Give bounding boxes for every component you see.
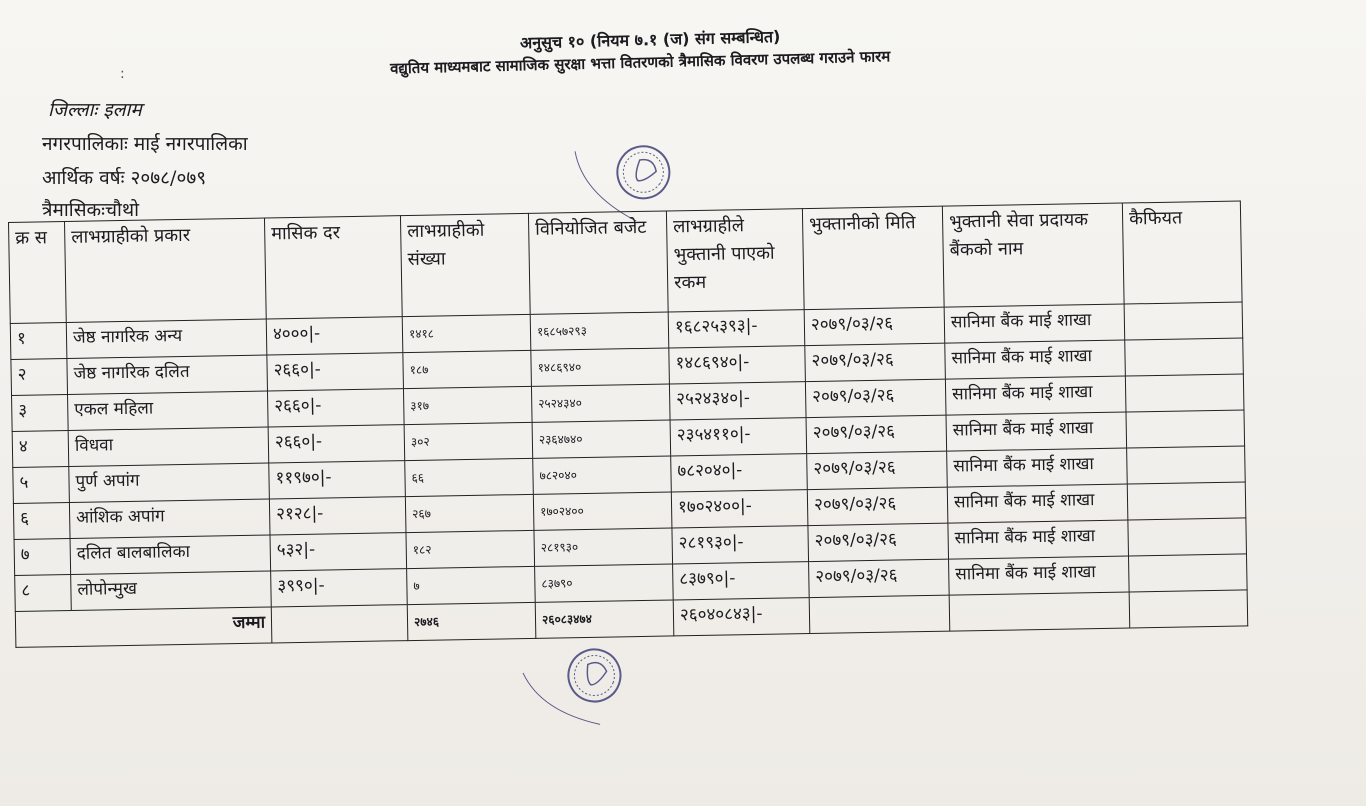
cell-beneficiary-type: लोपोन्मुख [71,571,272,610]
cell-payment-date: २०७९/०३/२६ [807,451,948,489]
quarter-label: त्रैमासिकःचौथो [42,199,140,221]
fiscal-year-label: आर्थिक वर्षः २०७८/०७९ [42,167,207,189]
cell-monthly-rate: २१२८|- [269,497,406,535]
header-beneficiary-count: लाभग्राहीको संख्या [400,213,530,316]
cell-allocated-budget: १७०२४०० [533,492,672,530]
cell-allocated-budget: २८१९३० [534,528,673,566]
total-empty-rate [271,605,408,643]
cell-monthly-rate: २६६०|- [268,425,405,463]
cell-payment-date: २०७९/०३/२६ [807,487,948,525]
total-budget: २६०८३४७४ [535,600,674,638]
cell-serial: ५ [13,466,70,503]
cell-serial: ८ [15,574,72,611]
header-line-1: अनुसुच १० (नियम ७.१ (ज) संग सम्बन्धित) [519,27,781,53]
benefit-table-wrapper [8,200,1248,647]
cell-monthly-rate: ३९९०|- [271,569,408,607]
cell-serial: १ [10,322,67,359]
cell-serial: ६ [13,502,70,539]
cell-remarks [1126,410,1245,448]
cell-serial: ७ [14,538,71,575]
cell-remarks [1125,338,1244,376]
header-line-2: वद्युतिय माध्यमबाट सामाजिक सुरक्षा भत्ता वितरणको त्रैमासिक विवरण उपलब्ध गराउने फारम [389,47,891,78]
header-payment-date: भुक्तानीको मिति [802,206,944,309]
cell-monthly-rate: २६६०|- [267,353,404,391]
cell-paid-amount: १४८६९४०|- [669,346,806,384]
cell-beneficiary-type: विधवा [68,427,269,466]
cell-beneficiary-type: जेष्ठ नागरिक दलित [67,355,268,394]
cell-bank-name: सानिमा बैंक माई शाखा [948,520,1129,559]
total-label: जम्मा [15,607,272,647]
cell-serial: ४ [12,430,69,467]
cell-payment-date: २०७९/०३/२६ [808,523,949,561]
cell-beneficiary-type: एकल महिला [68,391,269,430]
cell-remarks [1127,482,1246,520]
district-label: जिल्लाः इलाम [48,99,142,121]
cell-remarks [1128,554,1247,592]
header-allocated-budget: विनियोजित बजेट [528,211,668,314]
cell-bank-name: सानिमा बैंक माई शाखा [945,340,1126,379]
cell-remarks [1125,374,1244,412]
cell-bank-name: सानिमा बैंक माई शाखा [946,412,1127,451]
cell-payment-date: २०७९/०३/२६ [804,307,945,345]
cell-serial: २ [11,358,68,395]
cell-allocated-budget: ८३७९० [535,564,674,602]
cell-beneficiary-count: ३०२ [404,422,533,460]
cell-monthly-rate: २६६०|- [267,389,404,427]
cell-beneficiary-type: जेष्ठ नागरिक अन्य [66,319,267,358]
cell-beneficiary-count: ६६ [405,458,534,496]
cell-beneficiary-type: पुर्ण अपांग [69,463,270,502]
cell-remarks [1128,518,1247,556]
cell-paid-amount: २३५४११०|- [670,418,807,456]
cell-monthly-rate: ५३२|- [270,533,407,571]
cell-beneficiary-count: ३१७ [403,386,532,424]
cell-allocated-budget: १४८६९४० [531,348,670,386]
cell-payment-date: २०७९/०३/२६ [809,559,950,597]
total-empty-date [809,595,950,633]
cell-beneficiary-type: दलित बालबालिका [70,535,271,574]
cell-allocated-budget: ७८२०४० [533,456,672,494]
header-serial: क्र स [9,222,67,324]
cell-allocated-budget: २३६४७४० [532,420,671,458]
cell-paid-amount: १७०२४००|- [671,490,808,528]
cell-beneficiary-type: आंशिक अपांग [69,499,270,538]
cell-allocated-budget: १६८५७२९३ [530,312,669,350]
total-paid: २६०४०८४३|- [673,598,810,636]
cell-payment-date: २०७९/०३/२६ [805,343,946,381]
cell-bank-name: सानिमा बैंक माई शाखा [945,376,1126,415]
header-bank-name: भुक्तानी सेवा प्रदायक बैंकको नाम [942,203,1124,307]
cell-bank-name: सानिमा बैंक माई शाखा [947,484,1128,523]
header-remarks: कैफियत [1122,201,1242,304]
cell-paid-amount: ८३७९०|- [673,562,810,600]
cell-bank-name: सानिमा बैंक माई शाखा [947,448,1128,487]
cell-beneficiary-count: ७ [407,566,536,604]
header-beneficiary-type: लाभग्राहीको प्रकार [65,218,267,322]
cell-monthly-rate: ४०००|- [266,317,403,355]
cell-payment-date: २०७९/०३/२६ [806,415,947,453]
cell-beneficiary-count: १८७ [403,350,532,388]
cell-beneficiary-count: २६७ [405,494,534,532]
cell-paid-amount: १६८२५३९३|- [668,310,805,348]
benefit-distribution-table [8,200,1248,647]
cell-allocated-budget: २५२४३४० [531,384,670,422]
cell-bank-name: सानिमा बैंक माई शाखा [949,556,1130,595]
cell-remarks [1124,302,1243,340]
total-count: २७४६ [407,602,536,640]
cell-payment-date: २०७९/०३/२६ [805,379,946,417]
header-paid-amount: लाभग्राहीले भुक्तानी पाएको रकम [666,209,804,312]
cell-paid-amount: ७८२०४०|- [671,454,808,492]
cell-paid-amount: २५२४३४०|- [669,382,806,420]
municipality-label: नगरपालिकाः माई नगरपालिका [42,133,248,155]
cell-beneficiary-count: १८२ [406,530,535,568]
cell-monthly-rate: ११९७०|- [269,461,406,499]
header-monthly-rate: मासिक दर [264,216,402,319]
total-empty-remarks [1129,590,1248,628]
cell-beneficiary-count: १४१८ [402,314,531,352]
cell-serial: ३ [12,394,69,431]
cell-bank-name: सानिमा बैंक माई शाखा [944,304,1125,343]
ink-dot: : [120,66,125,82]
total-empty-bank [949,592,1130,631]
cell-remarks [1127,446,1246,484]
cell-paid-amount: २८१९३०|- [672,526,809,564]
